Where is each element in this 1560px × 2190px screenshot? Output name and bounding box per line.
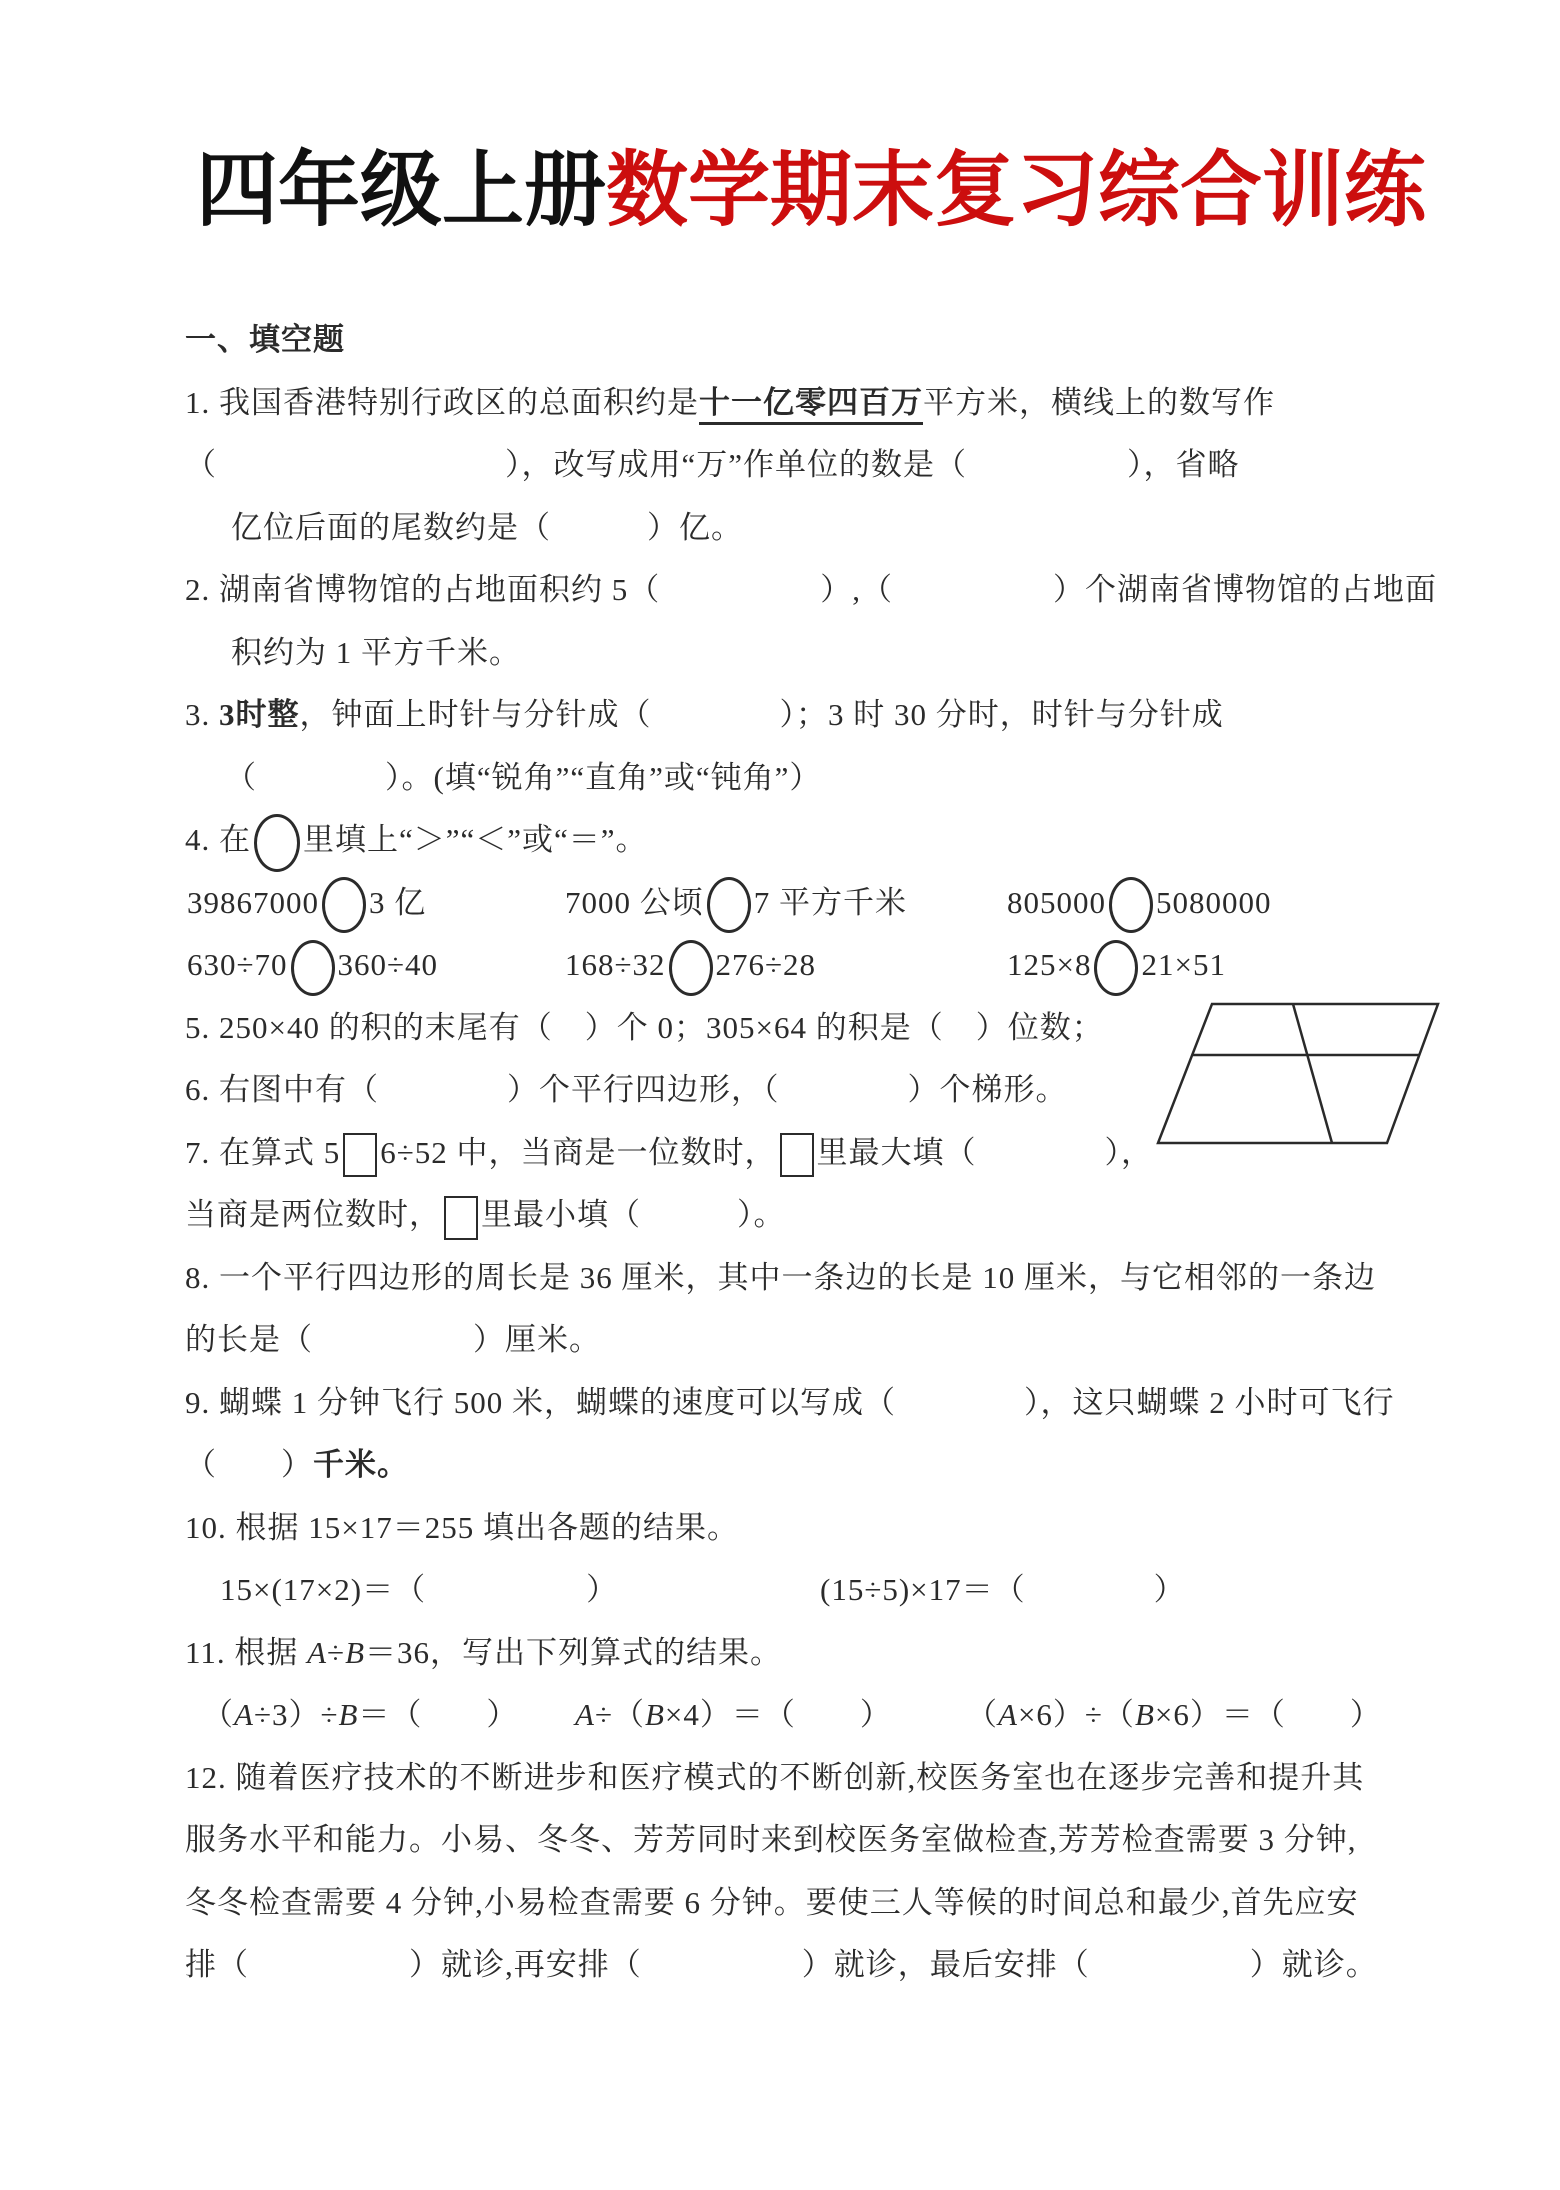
blank-circle-icon — [669, 940, 713, 996]
q1-line3: 亿位后面的尾数约是（ ）亿。 — [231, 509, 743, 545]
q7-text-4: 当商是两位数时， — [185, 1197, 441, 1232]
q1-line2: （ ），改写成用“万”作单位的数是（ ），省略 — [185, 447, 1240, 482]
q1-line1: 1. 我国香港特别行政区的总面积约是十一亿零四百万平方米，横线上的数写作 — [185, 372, 1435, 435]
q6-line1: 6. 右图中有（ ）个平行四边形，（ ）个梯形。 — [185, 1072, 1068, 1107]
blank-circle-icon — [1094, 940, 1138, 996]
comparison-right: 7 平方千米 — [753, 884, 907, 920]
blank-square-icon — [444, 1196, 478, 1240]
comparison-right: 360÷40 — [337, 947, 439, 982]
q7-line2 — [185, 1184, 1435, 1247]
q2-line2: 积约为 1 平方千米。 — [231, 634, 521, 670]
parallelogram-figure — [1150, 995, 1450, 1155]
comparison-item — [1007, 934, 1226, 997]
section-heading: 一、填空题 — [185, 322, 345, 357]
comparison-left: 630÷70 — [187, 947, 288, 982]
q4-row1 — [185, 872, 1435, 935]
comparison-item — [565, 934, 816, 997]
q4-intro-text-b: 里填上“＞”“＜”或“＝”。 — [303, 822, 648, 857]
comparison-right: 5080000 — [1156, 884, 1272, 920]
q2-line1: 2. 湖南省博物馆的占地面积约 5（ ）,（ ）个湖南省博物馆的占地面 — [185, 572, 1437, 607]
q7-text-3: 里最大填（ ）， — [816, 1134, 1154, 1170]
q12-line3: 冬冬检查需要 4 分钟,小易检查需要 6 分钟。要使三人等候的时间总和最少,首先应安 — [185, 1884, 1359, 1920]
q11-formulas — [185, 1684, 1435, 1747]
comparison-left: 7000 公顷 — [565, 884, 704, 920]
q12-line4: 排（ ）就诊,再安排（ ）就诊，最后安排（ ）就诊。 — [185, 1947, 1378, 1982]
blank-circle-icon — [707, 877, 751, 933]
q11-formula-1: （A÷3）÷B＝（ ） — [202, 1697, 519, 1732]
comparison-item — [1007, 872, 1272, 935]
comparison-right: 276÷28 — [715, 947, 817, 982]
q12-line1: 12. 随着医疗技术的不断进步和医疗模式的不断创新,校医务室也在逐步完善和提升其 — [185, 1759, 1365, 1795]
q11-formula-2: A÷（B×4）＝（ ） — [575, 1697, 892, 1732]
blank-square-icon — [343, 1133, 377, 1177]
q9-line1: 9. 蝴蝶 1 分钟飞行 500 米，蝴蝶的速度可以写成（ ），这只蝴蝶 2 小时可飞行 — [185, 1384, 1395, 1420]
q11-formula-3: （A×6）÷（B×6）＝（ ） — [966, 1697, 1382, 1732]
blank-square-icon — [780, 1133, 814, 1177]
q5-line1: 5. 250×40 的积的末尾有（ ）个 0；305×64 的积是（ ）位数； — [185, 1009, 1104, 1045]
q10-formula-1: 15×(17×2)＝（ ） — [220, 1572, 619, 1607]
q3-line1: 3. 3时整，钟面上时针与分针成（ ）；3 时 30 分时，时针与分针成 — [185, 697, 1224, 732]
blank-circle-icon — [322, 877, 366, 933]
q4-intro-text-a: 4. 在 — [185, 822, 251, 857]
blank-circle-icon — [254, 814, 300, 872]
q8-line1: 8. 一个平行四边形的周长是 36 厘米，其中一条边的长是 10 厘米，与它相邻的一条边 — [185, 1259, 1376, 1295]
q7-text-2: 6÷52 中，当商是一位数时， — [380, 1134, 777, 1170]
comparison-item — [187, 934, 438, 997]
comparison-left: 39867000 — [187, 884, 319, 920]
comparison-left: 168÷32 — [565, 947, 666, 982]
page-title — [196, 146, 1426, 236]
q10-line1: 10. 根据 15×17＝255 填出各题的结果。 — [185, 1509, 739, 1545]
comparison-item — [565, 872, 907, 935]
q9-line2: （ ）千米。 — [185, 1447, 409, 1482]
q8-line2: 的长是（ ）厘米。 — [185, 1322, 601, 1357]
q10-formula-2: (15÷5)×17＝（ ） — [820, 1572, 1186, 1607]
comparison-item — [187, 872, 426, 935]
q4-row2 — [185, 934, 1435, 997]
comparison-left: 125×8 — [1007, 947, 1092, 982]
blank-circle-icon — [291, 940, 335, 996]
q10-formulas — [185, 1559, 1435, 1622]
comparison-right: 3 亿 — [369, 884, 427, 920]
q12-line2: 服务水平和能力。小易、冬冬、芳芳同时来到校医务室做检查,芳芳检查需要 3 分钟, — [185, 1822, 1357, 1857]
q7-text-5: 里最小填（ ）。 — [481, 1197, 786, 1232]
title-grade-part: 四年级上册 — [196, 145, 607, 236]
q7-text-1: 7. 在算式 5 — [185, 1134, 341, 1170]
comparison-left: 805000 — [1007, 884, 1106, 920]
blank-circle-icon — [1109, 877, 1153, 933]
q4-intro — [185, 809, 1435, 872]
comparison-right: 21×51 — [1141, 947, 1226, 982]
q11-intro: 11. 根据 A÷B＝36，写出下列算式的结果。 — [185, 1634, 782, 1670]
figure-slanted-divider — [1293, 1004, 1332, 1143]
q3-line2: （ ）。(填“锐角”“直角”或“钝角”） — [225, 759, 822, 795]
title-subject-part: 数学期末复习综合训练 — [606, 145, 1427, 236]
